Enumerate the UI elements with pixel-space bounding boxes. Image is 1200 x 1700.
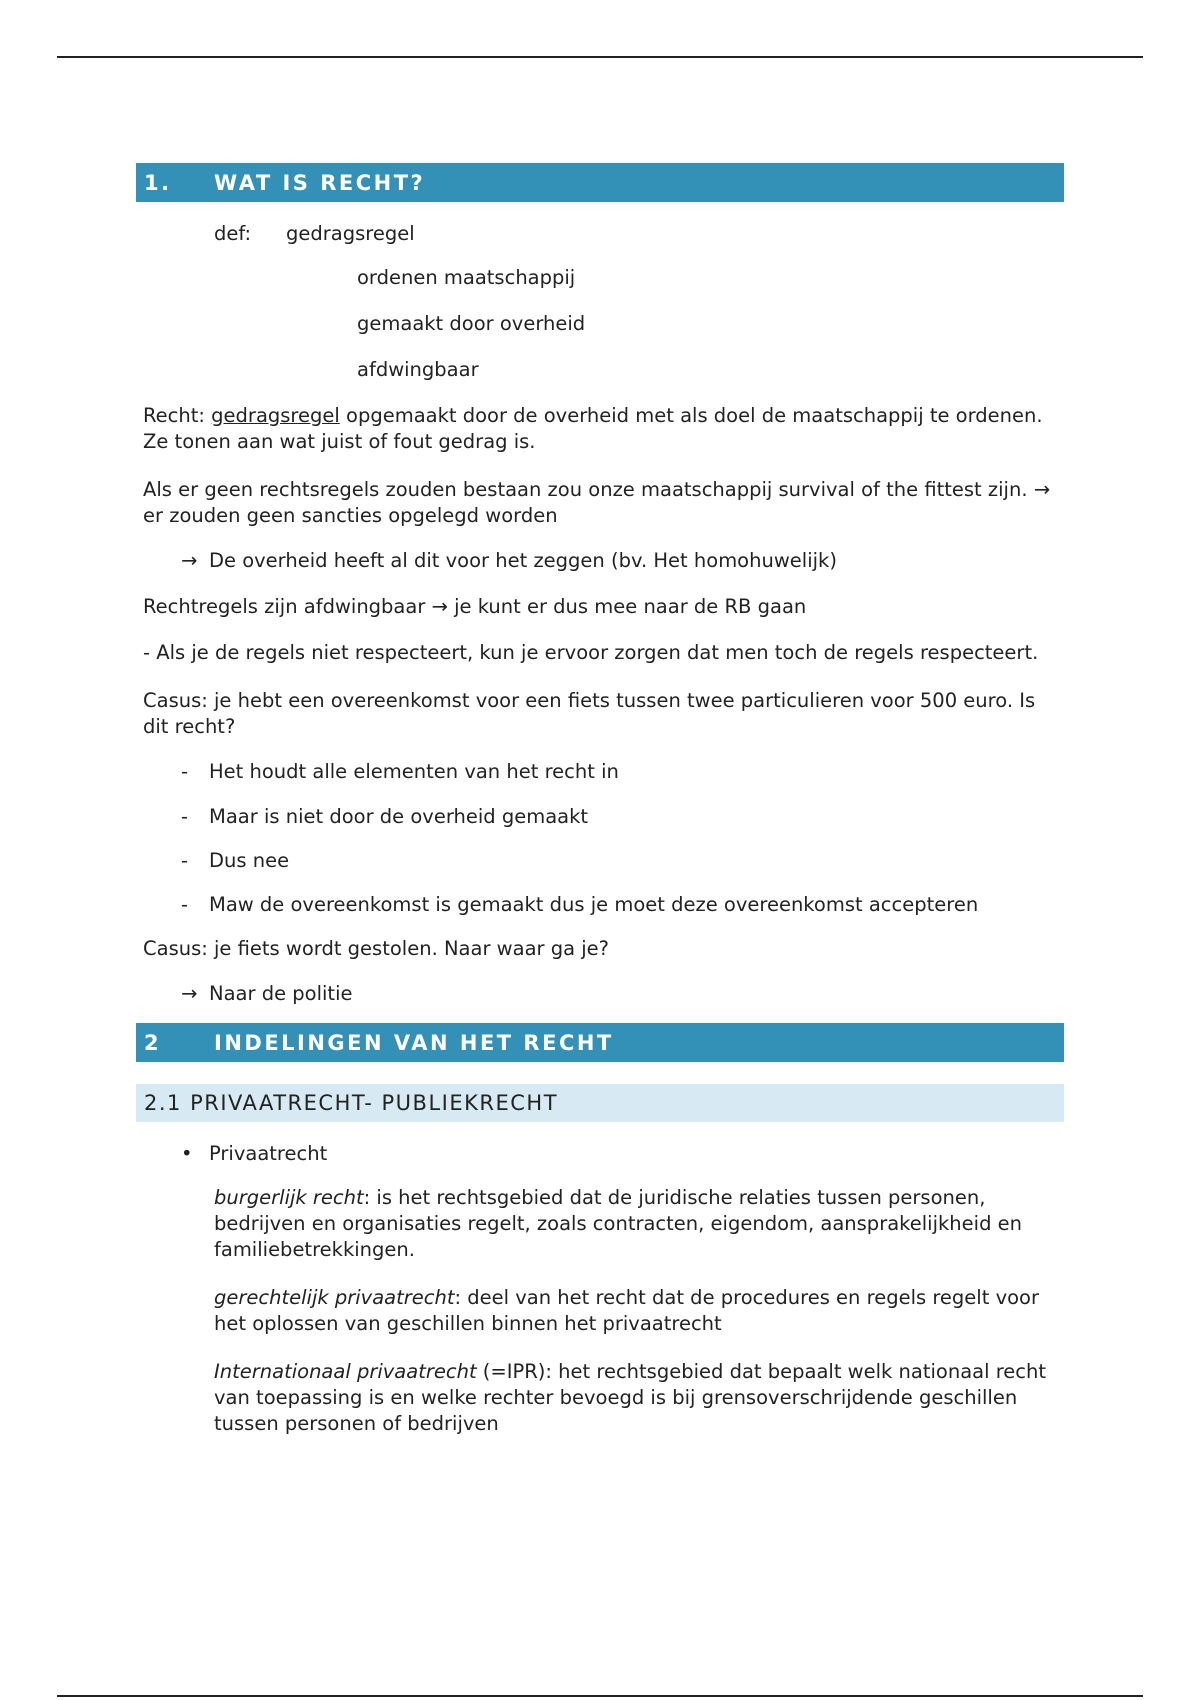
section-1-heading bbox=[136, 163, 1064, 202]
arrow-icon: → bbox=[181, 549, 198, 572]
survival-paragraph: Als er geen rechtsregels zouden bestaan zou onze maatschappij survival of the fittest zijn. → er zouden geen sancties opgelegd worden bbox=[143, 478, 1051, 527]
arrow-line-2-text: Naar de politie bbox=[209, 982, 353, 1005]
arrow-icon: → bbox=[181, 982, 198, 1005]
arrow-line-2 bbox=[181, 982, 1064, 1005]
casus-2-paragraph: Casus: je fiets wordt gestolen. Naar waar ga je? bbox=[143, 937, 610, 960]
recht-paragraph bbox=[136, 403, 1064, 455]
gerechtelijk-privaatrecht-definition bbox=[136, 1285, 1064, 1337]
ipr-term: Internationaal privaatrecht bbox=[214, 1360, 477, 1383]
ipr-text: (=IPR): het rechtsgebied dat bepaalt welk nationaal recht van toepassing is en welke rechter bevoegd is bij grensoverschrijdende geschillen tussen personen of bedrijven bbox=[214, 1360, 1047, 1435]
section-2-number: 2 bbox=[144, 1030, 162, 1055]
afdwingbaar-paragraph: Rechtregels zijn afdwingbaar → je kunt er dus mee naar de RB gaan bbox=[143, 595, 807, 618]
burgerlijk-recht-definition bbox=[136, 1185, 1064, 1263]
arrow-line-1-text: De overheid heeft al dit voor het zeggen (bv. Het homohuwelijk) bbox=[209, 549, 837, 572]
list-item bbox=[181, 760, 1064, 783]
gerechtelijk-privaatrecht-text: : deel van het recht dat de procedures en regels regelt voor het oplossen van geschillen binnen het privaatrecht bbox=[214, 1286, 1039, 1335]
dash-marker: - bbox=[181, 849, 189, 872]
privaatrecht-bullet: Privaatrecht bbox=[209, 1142, 328, 1165]
subsection-2-1-heading: 2.1 PRIVAATRECHT- PUBLIEKRECHT bbox=[136, 1084, 1064, 1122]
ipr-definition bbox=[136, 1359, 1064, 1437]
gerechtelijk-privaatrecht-term: gerechtelijk privaatrecht bbox=[214, 1286, 455, 1309]
def-item-3: gemaakt door overheid bbox=[357, 312, 586, 335]
recht-suffix: opgemaakt door de overheid met als doel de maatschappij te ordenen. Ze tonen aan wat juist of fout gedrag is. bbox=[143, 404, 1043, 453]
bullet-marker: • bbox=[181, 1142, 193, 1165]
section-2-heading bbox=[136, 1023, 1064, 1062]
dash-marker: - bbox=[181, 893, 189, 916]
section-1-number: 1. bbox=[144, 170, 172, 195]
burgerlijk-recht-term: burgerlijk recht bbox=[214, 1186, 364, 1209]
respect-paragraph: - Als je de regels niet respecteert, kun je ervoor zorgen dat men toch de regels respecteert. bbox=[143, 641, 1039, 664]
list-item bbox=[181, 849, 1064, 872]
burgerlijk-recht-text: : is het rechtsgebied dat de juridische relaties tussen personen, bedrijven en organisaties regelt, zoals contracten, eigendom, aansprakelijkheid en familiebetrekkingen. bbox=[214, 1186, 1023, 1261]
casus-1-item-3: Dus nee bbox=[209, 849, 290, 872]
dash-marker: - bbox=[181, 805, 189, 828]
casus-1-item-2: Maar is niet door de overheid gemaakt bbox=[209, 805, 589, 828]
list-item bbox=[181, 893, 1064, 916]
def-item-2: ordenen maatschappij bbox=[357, 266, 576, 289]
list-item bbox=[181, 805, 1064, 828]
def-label: def: bbox=[214, 222, 252, 245]
recht-underlined-term: gedragsregel bbox=[211, 404, 340, 427]
top-rule bbox=[57, 56, 1143, 58]
arrow-line-1 bbox=[181, 549, 1064, 572]
casus-1-item-1: Het houdt alle elementen van het recht in bbox=[209, 760, 619, 783]
def-item-1: gedragsregel bbox=[286, 222, 415, 245]
recht-prefix: Recht: bbox=[143, 404, 212, 427]
bottom-rule bbox=[57, 1695, 1143, 1697]
document-body bbox=[136, 163, 1064, 1437]
list-item bbox=[181, 1142, 1064, 1165]
section-1-title: WAT IS RECHT? bbox=[214, 170, 426, 195]
dash-marker: - bbox=[181, 760, 189, 783]
def-item-4: afdwingbaar bbox=[357, 358, 479, 381]
casus-1-item-4: Maw de overeenkomst is gemaakt dus je moet deze overeenkomst accepteren bbox=[209, 893, 979, 916]
casus-1-paragraph: Casus: je hebt een overeenkomst voor een fiets tussen twee particulieren voor 500 euro. Is dit recht? bbox=[143, 689, 1036, 738]
definition-row bbox=[214, 222, 1064, 245]
section-2-title: INDELINGEN VAN HET RECHT bbox=[214, 1030, 614, 1055]
